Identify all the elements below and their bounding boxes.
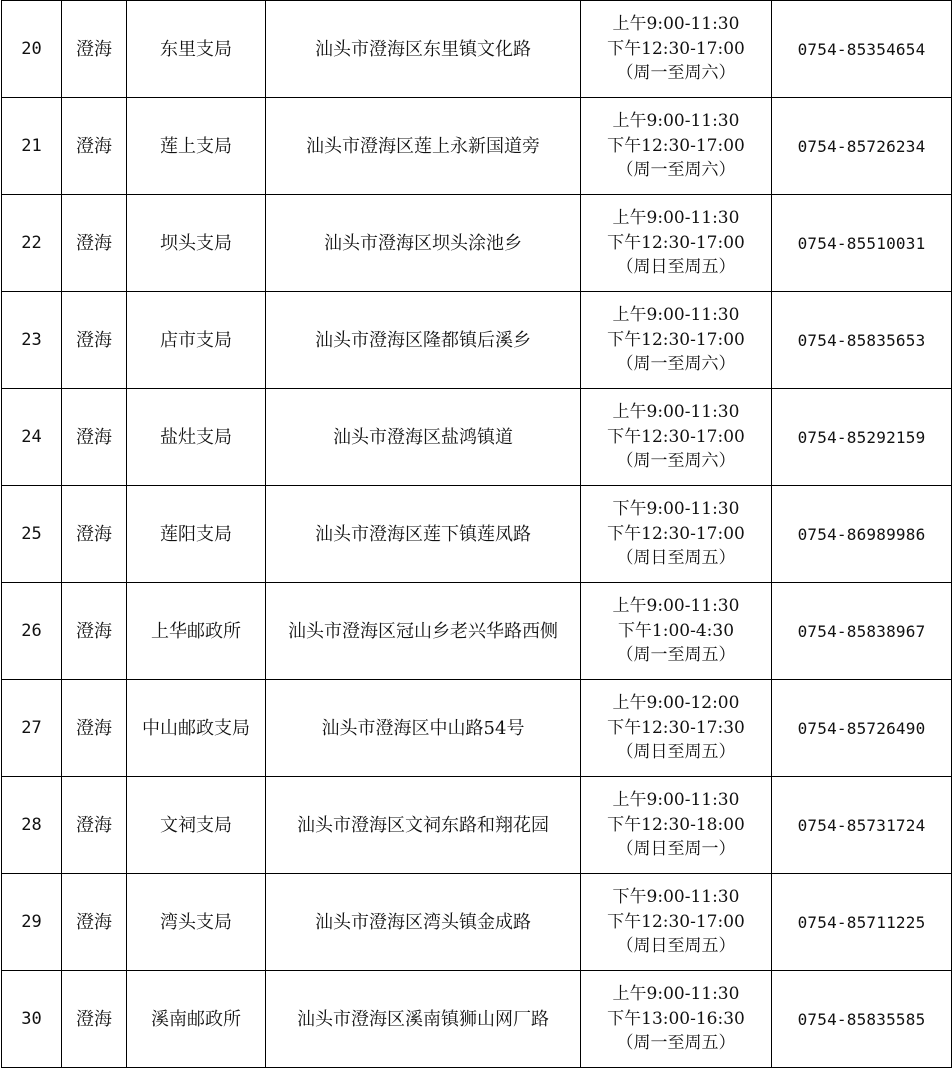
address-cell: 汕头市澄海区文祠东路和翔花园 [266,777,581,874]
branch-name-cell: 坝头支局 [127,195,266,292]
address-cell: 汕头市澄海区溪南镇狮山网厂路 [266,971,581,1068]
row-number-cell: 21 [2,98,62,195]
address-cell: 汕头市澄海区隆都镇后溪乡 [266,292,581,389]
row-number-cell: 28 [2,777,62,874]
district-cell: 澄海 [62,680,127,777]
hours-morning: 上午9:00-11:30 [612,14,740,35]
branch-name-cell: 盐灶支局 [127,389,266,486]
hours-days: （周日至周一） [616,839,736,860]
hours-morning: 上午9:00-11:30 [612,790,740,811]
hours-afternoon: 下午12:30-17:00 [607,523,745,544]
hours-afternoon: 下午12:30-17:00 [607,426,745,447]
district-cell: 澄海 [62,389,127,486]
table-row [2,874,952,971]
hours-morning: 上午9:00-11:30 [612,984,740,1005]
phone-cell: 0754-85726234 [772,98,952,195]
branch-name-cell: 文祠支局 [127,777,266,874]
branch-name-cell: 上华邮政所 [127,583,266,680]
branch-name-cell: 湾头支局 [127,874,266,971]
hours-afternoon: 下午12:30-17:00 [607,911,745,932]
table-row [2,680,952,777]
phone-cell: 0754-85838967 [772,583,952,680]
business-hours-cell [581,971,772,1068]
row-number-cell: 26 [2,583,62,680]
address-cell: 汕头市澄海区莲下镇莲凤路 [266,486,581,583]
row-number-cell: 20 [2,1,62,98]
table-body [2,1,952,1068]
hours-afternoon: 下午1:00-4:30 [617,620,735,641]
hours-days: （周一至周六） [616,354,736,375]
hours-morning: 上午9:00-11:30 [612,305,740,326]
business-hours-cell [581,874,772,971]
hours-afternoon: 下午12:30-17:00 [607,38,745,59]
hours-afternoon: 下午12:30-17:30 [607,717,745,738]
row-number-cell: 27 [2,680,62,777]
hours-days: （周一至周五） [616,645,736,666]
hours-afternoon: 下午13:00-16:30 [607,1008,745,1029]
district-cell: 澄海 [62,292,127,389]
hours-days: （周一至周六） [616,451,736,472]
hours-days: （周一至周五） [616,1033,736,1054]
branch-name-cell: 店市支局 [127,292,266,389]
table-row [2,1,952,98]
district-cell: 澄海 [62,583,127,680]
row-number-cell: 25 [2,486,62,583]
row-number-cell: 24 [2,389,62,486]
hours-days: （周日至周五） [616,742,736,763]
table-row [2,971,952,1068]
branch-name-cell: 东里支局 [127,1,266,98]
row-number-cell: 22 [2,195,62,292]
hours-afternoon: 下午12:30-17:00 [607,232,745,253]
business-hours-cell [581,486,772,583]
hours-days: （周一至周六） [616,160,736,181]
row-number-cell: 30 [2,971,62,1068]
district-cell: 澄海 [62,98,127,195]
phone-cell: 0754-86989986 [772,486,952,583]
table-row [2,98,952,195]
phone-cell: 0754-85726490 [772,680,952,777]
hours-morning: 下午9:00-11:30 [612,499,740,520]
hours-days: （周一至周六） [616,63,736,84]
table-row [2,195,952,292]
business-hours-cell [581,680,772,777]
hours-morning: 上午9:00-11:30 [612,111,740,132]
branch-name-cell: 中山邮政支局 [127,680,266,777]
branch-name-cell: 莲上支局 [127,98,266,195]
phone-cell: 0754-85354654 [772,1,952,98]
hours-days: （周日至周五） [616,257,736,278]
hours-morning: 上午9:00-12:00 [612,693,740,714]
address-cell: 汕头市澄海区坝头涂池乡 [266,195,581,292]
phone-cell: 0754-85711225 [772,874,952,971]
hours-days: （周日至周五） [616,936,736,957]
phone-cell: 0754-85292159 [772,389,952,486]
district-cell: 澄海 [62,874,127,971]
row-number-cell: 23 [2,292,62,389]
hours-afternoon: 下午12:30-18:00 [607,814,745,835]
business-hours-cell [581,777,772,874]
hours-afternoon: 下午12:30-17:00 [607,135,745,156]
business-hours-cell [581,98,772,195]
hours-morning: 上午9:00-11:30 [612,596,740,617]
address-cell: 汕头市澄海区莲上永新国道旁 [266,98,581,195]
table-row [2,389,952,486]
hours-afternoon: 下午12:30-17:00 [607,329,745,350]
district-cell: 澄海 [62,195,127,292]
phone-cell: 0754-85835585 [772,971,952,1068]
table-row [2,292,952,389]
address-cell: 汕头市澄海区冠山乡老兴华路西侧 [266,583,581,680]
row-number-cell: 29 [2,874,62,971]
district-cell: 澄海 [62,777,127,874]
business-hours-cell [581,583,772,680]
branch-name-cell: 莲阳支局 [127,486,266,583]
hours-morning: 上午9:00-11:30 [612,208,740,229]
hours-morning: 上午9:00-11:30 [612,402,740,423]
hours-morning: 下午9:00-11:30 [612,887,740,908]
phone-cell: 0754-85731724 [772,777,952,874]
address-cell: 汕头市澄海区中山路54号 [266,680,581,777]
district-cell: 澄海 [62,486,127,583]
branch-name-cell: 溪南邮政所 [127,971,266,1068]
address-cell: 汕头市澄海区东里镇文化路 [266,1,581,98]
address-cell: 汕头市澄海区盐鸿镇道 [266,389,581,486]
table-row [2,583,952,680]
hours-days: （周日至周五） [616,548,736,569]
business-hours-cell [581,1,772,98]
business-hours-cell [581,389,772,486]
business-hours-cell [581,292,772,389]
address-cell: 汕头市澄海区湾头镇金成路 [266,874,581,971]
table-row [2,486,952,583]
business-hours-cell [581,195,772,292]
district-cell: 澄海 [62,1,127,98]
phone-cell: 0754-85510031 [772,195,952,292]
phone-cell: 0754-85835653 [772,292,952,389]
post-office-table [1,0,952,1068]
table-row [2,777,952,874]
district-cell: 澄海 [62,971,127,1068]
